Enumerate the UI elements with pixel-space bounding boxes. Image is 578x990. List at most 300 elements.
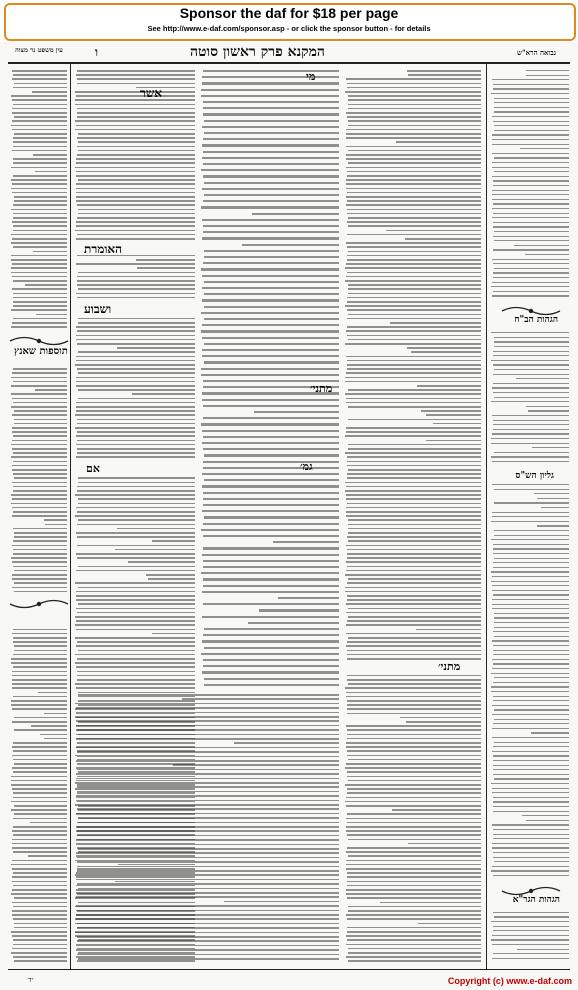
text-line [12,935,67,937]
tosafot-shantz-heading: תוספות שאנץ [14,346,68,357]
text-line [347,171,482,173]
text-line [201,95,339,97]
text-line [11,272,67,274]
text-line [13,368,67,370]
text-line [491,673,569,674]
text-line [346,511,481,513]
text-line [13,301,67,303]
dibbur-mishna-rashi: מתני׳ [438,660,461,673]
text-line [201,268,339,270]
text-line [346,742,481,744]
text-line [347,364,481,366]
text-line [77,116,195,118]
text-line [346,889,481,891]
dibbur-mi: מי [306,70,316,83]
text-line [77,154,196,156]
text-line [202,126,339,128]
text-line [78,566,195,568]
text-line [494,558,569,559]
text-line [346,427,481,429]
text-line [348,906,481,908]
text-line [76,293,195,295]
text-line [76,377,195,379]
text-line [492,217,569,218]
text-line [491,939,569,940]
text-line [493,857,569,858]
text-line [152,540,195,542]
text-line [491,401,569,402]
footer-rule [8,969,570,970]
text-line [75,129,195,131]
text-line [203,566,339,568]
text-line [78,888,339,890]
text-line [346,624,481,626]
text-line [491,921,569,922]
text-line [537,498,569,499]
text-line [345,91,481,93]
text-line [76,896,339,898]
text-line [348,125,481,127]
text-line [426,414,481,416]
text-line [76,645,195,647]
text-line [76,221,195,223]
text-line [492,788,569,789]
text-line [12,276,67,278]
text-line [347,309,481,311]
text-line [346,763,481,765]
text-line [14,570,67,572]
text-line [346,746,481,748]
text-line [346,154,481,156]
text-line [76,339,195,341]
text-line [493,567,569,568]
text-line [346,515,481,517]
text-line [13,885,67,887]
text-line [76,406,195,408]
text-line [13,826,67,828]
text-line [203,547,339,549]
text-line [492,516,569,517]
text-line [12,910,67,912]
text-line [494,98,569,99]
text-line [492,847,569,848]
text-line [76,800,339,802]
text-line [493,544,569,545]
text-line [347,477,481,479]
text-line [11,444,67,446]
text-line [13,104,67,106]
text-line [45,524,67,526]
text-line [77,751,339,753]
text-line [12,746,67,748]
text-line [77,70,195,72]
text-line [11,255,67,257]
text-line [492,387,569,388]
text-line [117,528,195,530]
text-line [348,104,481,106]
text-line [75,874,339,876]
text-line [517,949,569,950]
text-line [406,721,481,723]
text-line [491,686,569,687]
text-line [492,139,569,140]
text-line [77,276,195,278]
text-line [347,335,481,337]
text-line [492,208,569,209]
text-line [12,515,67,517]
text-line [204,182,339,184]
text-line [396,141,481,143]
text-line [347,473,481,475]
page-title: המקנא פרק ראשון סוטה [190,44,325,60]
text-line [494,742,569,743]
text-line [11,864,67,866]
text-line [75,427,195,429]
text-line [347,876,481,878]
text-line [173,764,339,766]
text-line [11,326,67,328]
text-line [525,254,569,255]
text-line [202,76,339,78]
text-line [11,952,67,954]
text-line [12,889,67,891]
text-line [13,872,67,874]
text-line [201,423,339,425]
text-line [13,162,67,164]
text-line [78,141,195,143]
text-line [13,759,67,761]
text-line [493,88,569,89]
text-line [516,378,569,379]
text-line [13,490,67,492]
text-line [78,958,339,960]
text-line [493,755,569,756]
text-line [12,120,67,122]
text-line [348,95,481,97]
text-line [77,146,195,148]
gemara-column [200,68,340,688]
text-line [76,326,195,328]
text-line [75,932,339,934]
text-line [346,830,481,832]
text-line [13,452,67,454]
text-line [202,337,339,339]
text-line [494,861,569,862]
text-line [348,389,481,391]
text-line [76,949,339,951]
text-line [77,641,195,643]
text-line [77,78,195,80]
text-line [494,125,569,126]
text-line [77,835,339,837]
text-line [346,956,481,958]
text-line [203,231,339,233]
text-line [346,944,481,946]
text-line [531,732,569,733]
text-line [492,295,569,296]
text-line [13,771,67,773]
text-line [204,479,339,481]
text-line [346,935,481,937]
text-line [12,860,67,862]
folio-number: ו [95,45,99,59]
text-line [493,834,569,835]
text-line [13,834,67,836]
text-line [75,91,195,93]
text-line [491,456,569,457]
text-line [346,914,481,916]
text-line [13,213,67,215]
text-line [492,728,569,729]
text-line [494,346,569,347]
text-line [14,927,67,929]
text-line [12,876,67,878]
text-line [346,129,481,131]
text-line [76,183,195,185]
text-line [203,262,339,264]
text-line [75,616,195,618]
text-line [346,356,481,358]
text-line [11,209,67,211]
text-line [12,578,67,580]
text-line [493,213,569,214]
text-line [347,116,481,118]
text-line [77,866,339,868]
text-line [534,493,569,494]
text-line [492,608,569,609]
text-line [252,213,339,215]
text-line [201,330,339,332]
sponsor-banner[interactable] [0,0,578,43]
text-line [76,410,195,412]
text-line [13,280,67,282]
text-line [492,199,569,200]
text-line [77,297,195,299]
text-line [76,720,339,722]
gilyon-hashas-heading: גליון הש"ס [515,471,554,481]
text-line [77,330,195,332]
text-line [345,587,481,589]
text-line [204,343,339,345]
text-line [347,881,481,883]
text-line [78,209,195,211]
text-line [492,705,569,706]
text-line [11,557,67,559]
text-line [347,675,481,677]
text-line [77,826,339,828]
text-line [202,275,339,277]
text-line [347,582,481,584]
flourish-divider-icon [8,597,70,611]
hagahot-hagra-heading: הגהות הגר"א [512,895,560,905]
text-line [77,448,195,450]
right-column-divider [486,64,487,969]
text-line [77,545,195,547]
text-line [13,654,67,656]
text-line [491,783,569,784]
text-line [347,192,481,194]
text-line [347,83,482,85]
text-line [76,738,339,740]
text-line [347,272,481,274]
text-line [77,108,195,110]
text-line [76,852,339,854]
text-line [492,282,569,283]
text-line [203,448,339,450]
sponsor-title[interactable]: Sponsor the daf for $18 per page [179,5,399,21]
text-line [12,99,67,101]
text-line [348,217,481,219]
text-line [347,209,481,211]
text-line [13,175,67,177]
text-line [492,512,569,513]
text-line [348,293,481,295]
text-line [12,633,67,635]
hagahot-habach-heading: הגהות הב"ח [514,315,558,325]
text-line [12,183,67,185]
text-line [259,609,339,611]
text-line [77,419,195,421]
text-line [492,144,569,145]
text-line [493,383,569,384]
text-line [346,696,481,698]
text-line [12,108,67,110]
text-line [75,364,195,366]
sponsor-subtitle[interactable]: See http://www.e-daf.com/sponsor.asp - or click the sponsor button - for details [147,24,431,33]
text-line [77,756,339,758]
text-line [12,221,67,223]
text-line [347,755,481,757]
text-line [347,297,481,299]
text-line [400,717,481,719]
text-line [347,847,481,849]
text-line [202,485,339,487]
text-line [76,507,195,509]
text-line [347,927,481,929]
text-line [348,952,481,954]
text-line [345,435,481,437]
text-line [347,708,481,710]
text-line [14,897,67,899]
gemara-lower-block [74,692,340,963]
text-line [411,351,481,353]
text-line [35,389,67,391]
text-line [242,244,339,246]
text-line [492,751,569,752]
text-line [76,553,195,555]
text-line [493,760,569,761]
text-line [348,855,481,857]
text-line [12,469,67,471]
text-line [348,419,481,421]
text-line [493,222,569,223]
text-line [492,162,569,163]
text-line [346,242,481,244]
text-line [345,305,481,307]
text-line [13,511,67,513]
text-line [76,263,195,265]
text-line [77,83,195,85]
text-line [492,461,569,462]
copyright-notice[interactable]: Copyright (c) www.e-daf.com [447,976,572,986]
text-line [11,780,67,782]
text-line [12,238,68,240]
text-line [202,591,339,593]
text-line [493,236,569,237]
text-line [202,616,339,618]
text-line [203,417,339,419]
text-line [526,70,569,71]
text-line [77,524,195,526]
text-line [202,82,339,84]
text-line [14,923,67,925]
text-line [11,406,67,408]
text-line [346,398,481,400]
text-line [76,892,339,894]
text-line [13,225,67,227]
text-line [12,721,67,723]
text-line [12,847,67,849]
text-line [347,931,481,933]
text-line [204,256,339,258]
text-line [13,956,67,958]
text-line [14,410,67,412]
text-line [76,188,195,190]
text-line [541,507,569,508]
text-line [346,860,481,862]
text-line [405,238,481,240]
text-line [493,769,569,770]
text-line [494,502,569,503]
text-line [12,708,67,710]
text-line [36,314,67,316]
text-line [75,683,195,685]
text-line [201,374,339,376]
text-line [347,939,481,941]
text-line [14,83,67,85]
text-line [148,578,195,580]
text-line [273,541,339,543]
text-line [12,322,67,324]
text-line [493,424,569,425]
text-line [491,286,569,287]
text-line [78,498,195,500]
text-line [13,637,67,639]
text-line [492,484,569,485]
text-line [117,347,195,349]
text-line [494,107,569,108]
text-line [203,113,340,115]
text-line [203,175,339,177]
text-line [491,539,569,540]
text-line [347,200,481,202]
text-line [347,679,482,681]
text-line [202,430,339,432]
text-line [128,561,195,563]
text-line [202,157,339,159]
right-margin-header: נבואה הרא"ש [517,48,556,57]
text-line [203,585,339,587]
text-line [347,771,481,773]
text-line [12,755,67,757]
text-line [348,162,482,164]
text-line [11,188,67,190]
text-line [203,523,339,525]
text-line [346,263,481,265]
text-line [348,616,481,618]
text-line [345,280,481,282]
text-line [347,776,481,778]
